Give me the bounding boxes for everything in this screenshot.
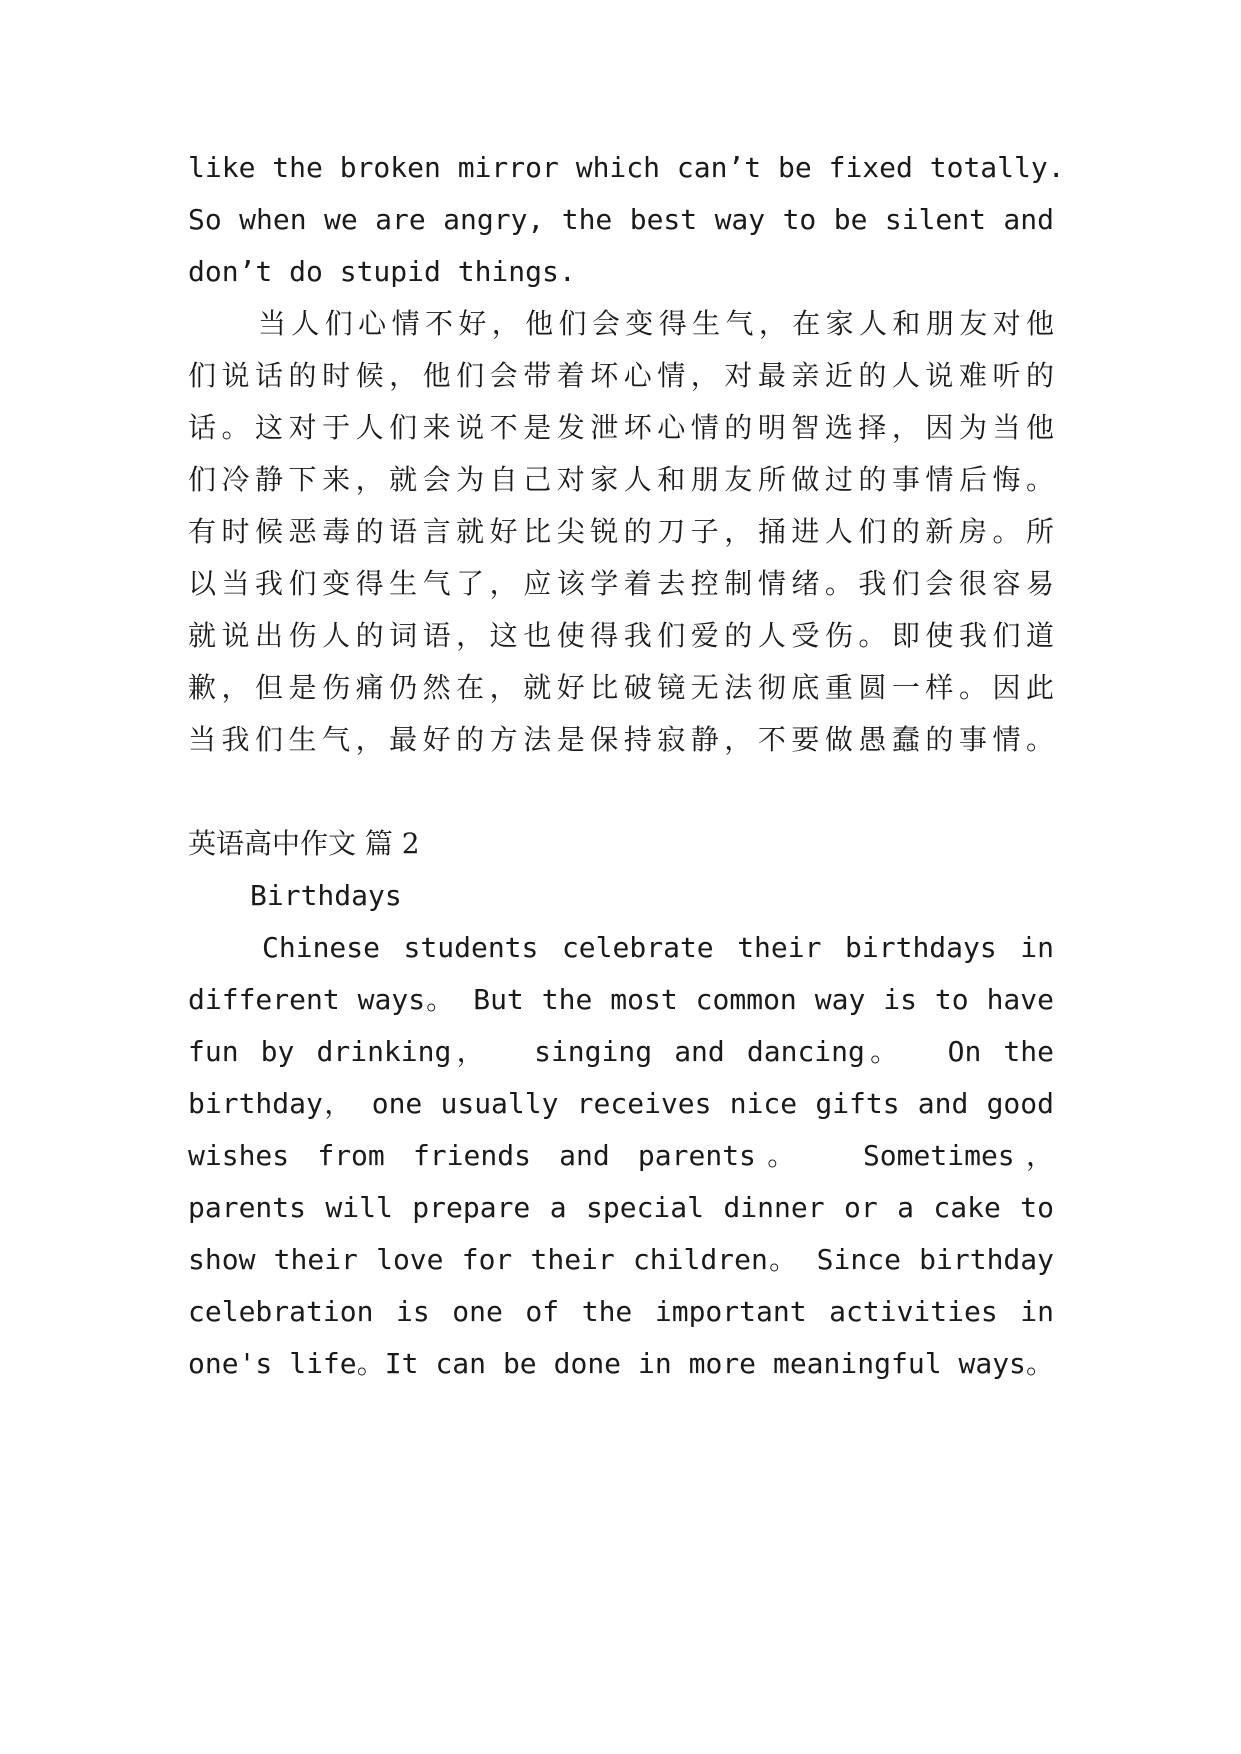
paragraph-line: different ways。 But the most common way is to have <box>188 983 1054 1016</box>
paragraph-line: parents will prepare a special dinner or a cake to <box>188 1191 1054 1224</box>
paragraph-line: wishes from friends and parents。 Sometimes， <box>188 1139 1054 1172</box>
paragraph-line: show their love for their children。 Since birthday <box>188 1243 1054 1276</box>
essay-title: Birthdays <box>250 879 402 912</box>
paragraph-line: one's life。It can be done in more meaningful ways。 <box>188 1347 1054 1380</box>
section-heading: 英语高中作文 篇 2 <box>188 827 420 860</box>
paragraph-line: 有时候恶毒的语言就好比尖锐的刀子，捅进人们的新房。所 <box>188 515 1054 548</box>
paragraph-line: 就说出伤人的词语，这也使得我们爱的人受伤。即使我们道 <box>188 619 1054 652</box>
paragraph-line: 当人们心情不好，他们会变得生气，在家人和朋友对他 <box>258 307 1054 340</box>
paragraph-line: Chinese students celebrate their birthdays in <box>262 931 1054 964</box>
paragraph-line: 话。这对于人们来说不是发泄坏心情的明智选择，因为当他 <box>188 411 1054 444</box>
paragraph-line: 以当我们变得生气了，应该学着去控制情绪。我们会很容易 <box>188 567 1054 600</box>
paragraph-line: birthday， one usually receives nice gifts and good <box>188 1087 1054 1120</box>
paragraph-line: like the broken mirror which can’t be fixed totally. <box>188 151 1065 184</box>
paragraph-line: 歉，但是伤痛仍然在，就好比破镜无法彻底重圆一样。因此 <box>188 671 1054 704</box>
paragraph-line: 当我们生气，最好的方法是保持寂静，不要做愚蠢的事情。 <box>188 723 1054 756</box>
paragraph-line: celebration is one of the important activities in <box>188 1295 1054 1328</box>
paragraph-line: don’t do stupid things. <box>188 255 576 288</box>
paragraph-line: 们冷静下来，就会为自己对家人和朋友所做过的事情后悔。 <box>188 463 1054 496</box>
paragraph-line: So when we are angry, the best way to be silent and <box>188 203 1054 236</box>
paragraph-line: fun by drinking， singing and dancing。 On the <box>188 1035 1054 1068</box>
paragraph-line: 们说话的时候，他们会带着坏心情，对最亲近的人说难听的 <box>188 359 1054 392</box>
